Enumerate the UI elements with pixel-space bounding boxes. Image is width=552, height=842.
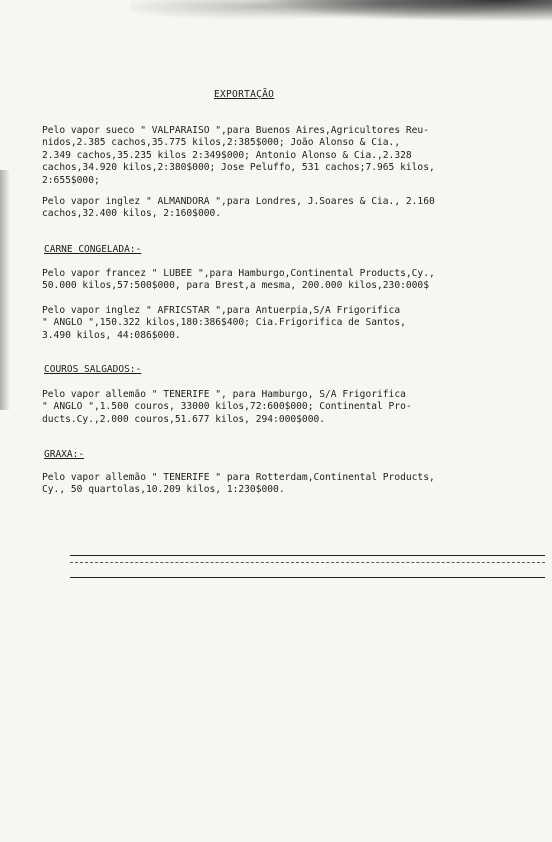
- couros-paragraph-1: [42, 389, 522, 426]
- text-line: Pelo vapor francez " LUBEE ",para Hamburgo,Continental Products,Cy.,: [42, 268, 435, 279]
- divider-line: [70, 577, 545, 578]
- divider-line: [70, 562, 545, 563]
- section-title-couros: COUROS SALGADOS:-: [44, 364, 142, 375]
- text-line: Pelo vapor allemão " TENERIFE ", para Hamburgo, S/A Frigorifica: [42, 389, 406, 400]
- scan-smudge: [130, 0, 552, 34]
- carne-paragraph-2: [42, 305, 522, 342]
- text-line: Pelo vapor allemão " TENERIFE " para Rotterdam,Continental Products,: [42, 472, 435, 483]
- bananas-paragraph-1: [42, 125, 522, 187]
- text-line: nidos,2.385 cachos,35.775 kilos,2:385$000; João Alonso & Cia.,: [42, 137, 401, 149]
- text-line: ducts.Cy.,2.000 couros,51.677 kilos, 294:000$000.: [42, 413, 326, 425]
- text-line: Pelo vapor inglez " AFRICSTAR ",para Antuerpia,S/A Frigorifica: [42, 305, 401, 316]
- text-line: 50.000 kilos,57:500$000, para Brest,a mesma, 200.000 kilos,230:000$: [42, 280, 429, 292]
- text-line: cachos,32.400 kilos, 2:160$000.: [42, 208, 222, 220]
- text-line: Pelo vapor inglez " ALMANDORA ",para Londres, J.Soares & Cia., 2.160: [42, 196, 435, 207]
- text-line: cachos,34.920 kilos,2:380$000; Jose Peluffo, 531 cachos;7.965 kilos,: [42, 162, 435, 174]
- text-line: 2.349 cachos,35.235 kilos 2:349$000; Antonio Alonso & Cia.,2.328: [42, 149, 412, 161]
- graxa-paragraph-1: [42, 472, 522, 497]
- text-line: 3.490 kilos, 44:086$000.: [42, 329, 181, 341]
- carne-paragraph-1: [42, 268, 522, 293]
- text-line: Pelo vapor sueco " VALPARAISO ",para Buenos Aires,Agricultores Reu-: [42, 125, 429, 136]
- page-heading: EXPORTAÇÃO: [214, 89, 275, 100]
- text-line: 2:655$000;: [42, 174, 100, 186]
- bananas-paragraph-2: [42, 196, 522, 221]
- text-line: " ANGLO ",150.322 kilos,180:386$400; Cia.Frigorifica de Santos,: [42, 317, 406, 329]
- text-line: " ANGLO ",1.500 couros, 33000 kilos,72:600$000; Continental Pro-: [42, 401, 412, 413]
- text-line: Cy., 50 quartolas,10.209 kilos, 1:230$000.: [42, 484, 285, 496]
- divider-line: [70, 555, 545, 556]
- scan-edge-shadow: [0, 170, 10, 410]
- section-title-carne: CARNE CONGELADA:-: [44, 244, 142, 255]
- section-title-graxa: GRAXA:-: [44, 449, 85, 460]
